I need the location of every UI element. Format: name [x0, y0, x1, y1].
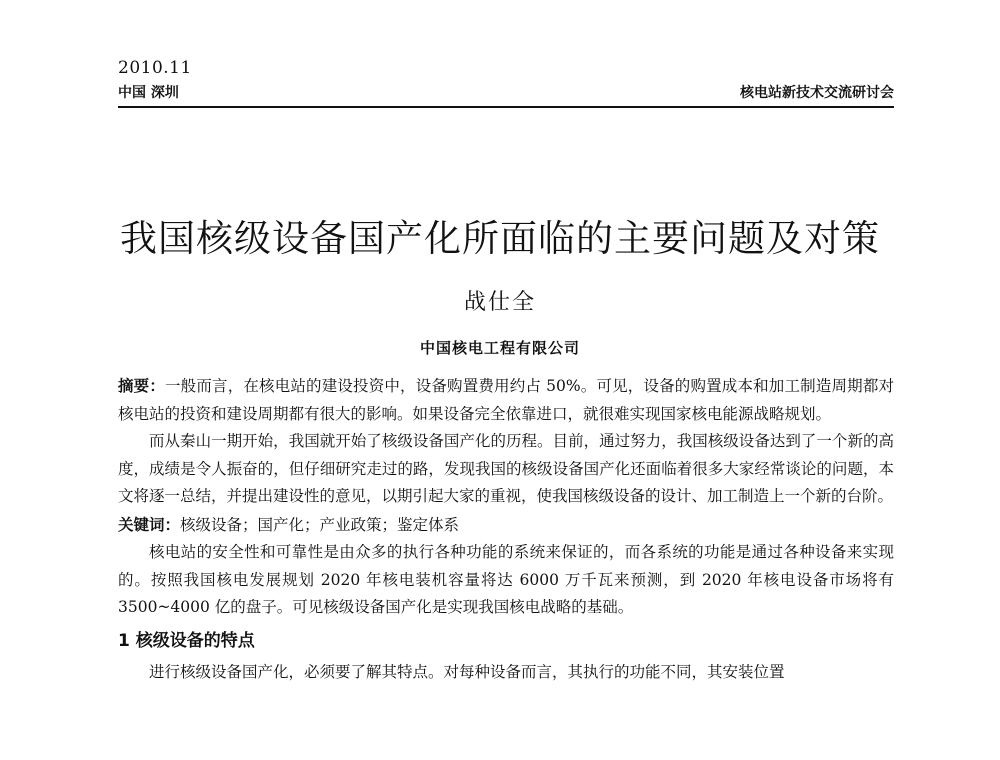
abstract-label: 摘要：: [118, 376, 166, 395]
conference-location: 中国 深圳: [118, 85, 179, 101]
intro-paragraph: 核电站的安全性和可靠性是由众多的执行各种功能的系统来保证的，而各系统的功能是通过各种设备来实现的。按照我国核电发展规划 2020 年核电装机容量将达 6000 万千瓦来预测，到 2020 年核电设备市场将有 3500~4000 亿的盘子。可见核级设备国产化是实现我国核电战略的基础。: [118, 543, 894, 616]
section-1-text: 进行核级设备国产化，必须要了解其特点。对每种设备而言，其执行的功能不同，其安装位置: [149, 663, 785, 681]
abstract-paragraph-2: 而从秦山一期开始，我国就开始了核级设备国产化的历程。目前，通过努力，我国核级设备达到了一个新的高度，成绩是令人振奋的，但仔细研究走过的路，发现我国的核级设备国产化还面临着很多大家经常谈论的问题，本文将逐一总结，并提出建设性的意见，以期引起大家的重视，使我国核级设备的设计、加工制造上一个新的台阶。: [118, 432, 894, 505]
header-row: [118, 82, 894, 108]
author-affiliation: 中国核电工程有限公司: [419, 339, 580, 357]
keywords-label: 关键词：: [118, 514, 181, 534]
conference-name: 核电站新技术交流研讨会: [740, 85, 894, 101]
conference-date: 2010.11: [118, 58, 192, 78]
paper-body: [118, 372, 894, 687]
keywords: [118, 511, 894, 540]
abstract: [118, 372, 894, 428]
page-header: [118, 58, 894, 108]
paper-title: 我国核级设备国产化所面临的主要问题及对策: [120, 217, 880, 260]
abstract-text: 一般而言，在核电站的建设投资中，设备购置费用约占 50%。可见，设备的购置成本和加工制造周期都对核电站的投资和建设周期都有很大的影响。如果设备完全依靠进口，就很难实现国家核电能源战略规划。: [118, 377, 894, 423]
keywords-text: 核级设备；国产化；产业政策；鉴定体系: [180, 515, 460, 534]
paper-author: 战仕全: [463, 290, 536, 315]
section-1-heading: 1 核级设备的特点: [118, 630, 255, 651]
